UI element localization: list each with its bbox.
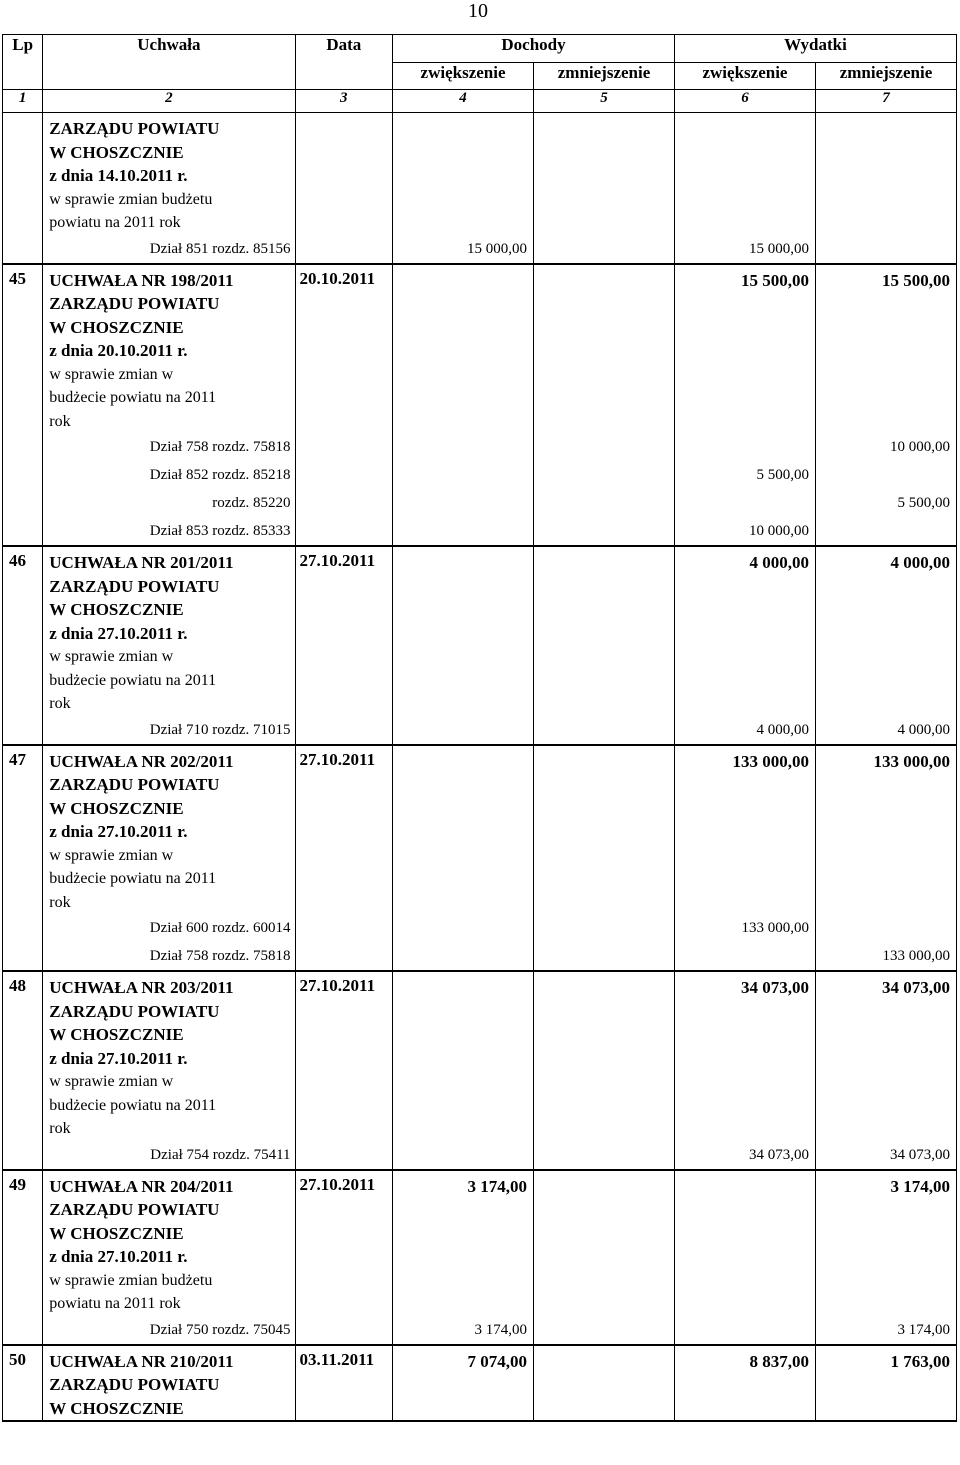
resolution-issuer: ZARZĄDU POWIATU: [49, 576, 220, 596]
amount-dochody-zwiekszenie: [393, 1170, 534, 1345]
row-lp: 46: [3, 546, 43, 745]
resolution-title: UCHWAŁA NR 204/2011: [49, 1176, 234, 1196]
table-row: [3, 745, 957, 972]
resolution-total: 8 837,00: [749, 1351, 809, 1371]
table-row: [3, 546, 957, 745]
resolution-issuer: W CHOSZCZNIE: [49, 1025, 184, 1044]
amount-wydatki-zmniejszenie: [815, 745, 956, 972]
amount-dochody-zmniejszenie: [534, 745, 675, 972]
table-row: [3, 1345, 957, 1422]
budget-section-label: Dział 758 rozdz. 75818: [149, 439, 291, 455]
resolution-issuer: ZARZĄDU POWIATU: [49, 775, 220, 794]
section-amount: [538, 235, 668, 263]
resolution-total: [679, 113, 809, 141]
resolution-total: [538, 547, 668, 575]
section-amount: 3 174,00: [897, 1321, 950, 1338]
section-amount: [538, 433, 668, 461]
budget-section-label: Dział 710 rozdz. 71015: [149, 721, 291, 738]
row-lp: 50: [3, 1345, 43, 1422]
resolution-issuer: ZARZĄDU POWIATU: [49, 1001, 220, 1021]
budget-section-label: Dział 851 rozdz. 85156: [149, 240, 291, 257]
resolution-title: UCHWAŁA NR 210/2011: [49, 1351, 234, 1371]
budget-section-label: rozdz. 85220: [212, 495, 291, 511]
resolution-issuer: z dnia 27.10.2011 r.: [49, 1048, 188, 1068]
section-amount: [679, 433, 809, 461]
col-number: 6: [675, 90, 816, 113]
resolution-subject: rok: [49, 412, 71, 430]
resolution-subject: budżecie powiatu na 2011: [49, 1096, 217, 1114]
header-uchwala: Uchwała: [43, 35, 295, 90]
section-amount: [820, 461, 950, 489]
resolution-total: [397, 113, 527, 141]
resolution-subject: w sprawie zmian w: [49, 1073, 174, 1090]
resolution-title: UCHWAŁA NR 198/2011: [49, 270, 234, 290]
section-amount: [397, 433, 527, 461]
amount-dochody-zmniejszenie: [534, 113, 675, 264]
budget-changes-table: [2, 34, 957, 1422]
section-amount: 10 000,00: [890, 439, 950, 455]
amount-wydatki-zmniejszenie: [815, 1345, 956, 1422]
resolution-issuer: z dnia 20.10.2011 r.: [49, 341, 188, 360]
resolution-subject: w sprawie zmian w: [49, 846, 174, 864]
resolution-subject: powiatu na 2011 rok: [49, 214, 181, 231]
resolution-description: [43, 264, 295, 547]
resolution-total: [397, 265, 527, 293]
resolution-title: UCHWAŁA NR 202/2011: [49, 751, 234, 771]
resolution-issuer: W CHOSZCZNIE: [49, 798, 184, 818]
amount-wydatki-zwiekszenie: [675, 1345, 816, 1422]
amount-dochody-zmniejszenie: [534, 1345, 675, 1422]
resolution-total: [820, 113, 950, 141]
section-amount: [820, 517, 950, 545]
section-amount: [679, 489, 809, 517]
amount-dochody-zmniejszenie: [534, 971, 675, 1170]
resolution-subject: rok: [49, 695, 71, 712]
section-amount: [397, 517, 527, 545]
resolution-subject: rok: [49, 893, 71, 911]
amount-wydatki-zwiekszenie: [675, 971, 816, 1170]
resolution-total: [538, 972, 668, 1000]
resolution-description: [43, 1345, 295, 1422]
col-number: 2: [43, 90, 295, 113]
resolution-total: [397, 972, 527, 1000]
amount-dochody-zwiekszenie: [393, 745, 534, 972]
resolution-date: 27.10.2011: [295, 745, 393, 972]
resolution-issuer: z dnia 14.10.2011 r.: [49, 166, 188, 185]
amount-dochody-zwiekszenie: [393, 1345, 534, 1422]
col-number: 3: [295, 90, 393, 113]
resolution-total: 133 000,00: [873, 751, 950, 771]
resolution-title: UCHWAŁA NR 203/2011: [49, 978, 234, 997]
section-amount: 5 500,00: [897, 495, 950, 511]
column-numbers-row: [3, 90, 957, 113]
resolution-total: [538, 113, 668, 141]
header-wydatki-zwiekszenie: zwiększenie: [675, 63, 816, 90]
resolution-issuer: z dnia 27.10.2011 r.: [49, 822, 188, 841]
section-amount: 4 000,00: [897, 721, 950, 738]
resolution-total: [397, 547, 527, 575]
resolution-date: 27.10.2011: [295, 971, 393, 1170]
col-number: 1: [3, 90, 43, 113]
amount-wydatki-zmniejszenie: [815, 264, 956, 547]
resolution-issuer: ZARZĄDU POWIATU: [49, 1375, 220, 1394]
resolution-total: 4 000,00: [749, 553, 809, 572]
resolution-issuer: z dnia 27.10.2011 r.: [49, 1247, 188, 1266]
section-amount: [538, 716, 668, 744]
amount-wydatki-zwiekszenie: [675, 264, 816, 547]
row-lp: 47: [3, 745, 43, 972]
section-amount: 133 000,00: [882, 948, 950, 964]
section-amount: [538, 914, 668, 942]
resolution-description: [43, 546, 295, 745]
resolution-total: 34 073,00: [882, 978, 950, 997]
section-amount: 133 000,00: [741, 920, 809, 936]
resolution-total: [538, 746, 668, 774]
section-amount: [397, 1141, 527, 1169]
table-row: [3, 971, 957, 1170]
resolution-subject: w sprawie zmian budżetu: [49, 190, 213, 208]
resolution-date: 27.10.2011: [295, 546, 393, 745]
resolution-total: 4 000,00: [890, 553, 950, 572]
col-number: 4: [393, 90, 534, 113]
resolution-date: 20.10.2011: [295, 264, 393, 547]
resolution-issuer: ZARZĄDU POWIATU: [49, 119, 220, 138]
budget-section-label: Dział 750 rozdz. 75045: [149, 1321, 291, 1338]
resolution-total: 133 000,00: [732, 751, 809, 771]
resolution-description: [43, 971, 295, 1170]
resolution-total: 7 074,00: [467, 1351, 528, 1371]
budget-section-label: Dział 853 rozdz. 85333: [149, 523, 291, 539]
section-amount: 3 174,00: [474, 1321, 528, 1338]
resolution-total: 3 174,00: [467, 1176, 528, 1196]
resolution-subject: budżecie powiatu na 2011: [49, 870, 217, 887]
resolution-subject: w sprawie zmian budżetu: [49, 1271, 213, 1289]
amount-dochody-zwiekszenie: [393, 546, 534, 745]
col-number: 5: [534, 90, 675, 113]
resolution-subject: w sprawie zmian w: [49, 365, 174, 383]
resolution-issuer: z dnia 27.10.2011 r.: [49, 623, 188, 643]
section-amount: 34 073,00: [890, 1146, 950, 1163]
header-dochody-zmniejszenie: zmniejszenie: [534, 63, 675, 90]
budget-section-label: Dział 600 rozdz. 60014: [149, 920, 291, 936]
page-number: 10: [468, 0, 488, 22]
resolution-total: [538, 265, 668, 293]
resolution-total: [538, 1171, 668, 1199]
amount-dochody-zmniejszenie: [534, 264, 675, 547]
resolution-subject: w sprawie zmian w: [49, 648, 174, 665]
section-amount: [820, 235, 950, 263]
header-dochody: Dochody: [393, 35, 675, 63]
resolution-subject: powiatu na 2011 rok: [49, 1295, 181, 1312]
resolution-title: UCHWAŁA NR 201/2011: [49, 553, 234, 572]
section-amount: 10 000,00: [748, 523, 809, 539]
amount-wydatki-zmniejszenie: [815, 1170, 956, 1345]
header-data: Data: [295, 35, 393, 90]
amount-dochody-zmniejszenie: [534, 1170, 675, 1345]
section-amount: 15 000,00: [748, 240, 809, 257]
row-lp: 48: [3, 971, 43, 1170]
budget-section-label: Dział 754 rozdz. 75411: [150, 1146, 291, 1163]
amount-dochody-zwiekszenie: [393, 971, 534, 1170]
amount-wydatki-zwiekszenie: [675, 113, 816, 264]
row-lp: 45: [3, 264, 43, 547]
budget-section-label: Dział 758 rozdz. 75818: [149, 948, 291, 964]
section-amount: [538, 461, 668, 489]
section-amount: [820, 914, 950, 942]
resolution-total: 1 763,00: [890, 1351, 950, 1371]
resolution-subject: budżecie powiatu na 2011: [49, 671, 217, 689]
section-amount: [538, 1141, 668, 1169]
section-amount: [397, 461, 527, 489]
amount-dochody-zmniejszenie: [534, 546, 675, 745]
resolution-description: [43, 745, 295, 972]
section-amount: [538, 517, 668, 545]
amount-wydatki-zwiekszenie: [675, 1170, 816, 1345]
amount-dochody-zwiekszenie: [393, 113, 534, 264]
section-amount: [679, 1316, 809, 1344]
section-amount: [679, 942, 809, 970]
section-amount: [538, 489, 668, 517]
resolution-total: [679, 1171, 809, 1199]
amount-wydatki-zwiekszenie: [675, 745, 816, 972]
resolution-date: 03.11.2011: [295, 1345, 393, 1422]
section-amount: [538, 1316, 668, 1344]
section-amount: 5 500,00: [756, 467, 809, 483]
amount-wydatki-zwiekszenie: [675, 546, 816, 745]
resolution-issuer: W CHOSZCZNIE: [49, 1398, 184, 1418]
table-row: [3, 264, 957, 547]
resolution-total: [397, 746, 527, 774]
resolution-issuer: W CHOSZCZNIE: [49, 600, 184, 619]
resolution-date: 27.10.2011: [295, 1170, 393, 1345]
header-lp: Lp: [3, 35, 43, 90]
section-amount: [397, 942, 527, 970]
section-amount: [397, 914, 527, 942]
resolution-total: [538, 1346, 668, 1374]
resolution-total: 34 073,00: [740, 978, 809, 997]
amount-wydatki-zmniejszenie: [815, 971, 956, 1170]
resolution-date: [295, 113, 393, 264]
resolution-issuer: W CHOSZCZNIE: [49, 142, 184, 162]
amount-dochody-zwiekszenie: [393, 264, 534, 547]
budget-section-label: Dział 852 rozdz. 85218: [149, 467, 291, 483]
header-wydatki-zmniejszenie: zmniejszenie: [815, 63, 956, 90]
header-dochody-zwiekszenie: zwiększenie: [393, 63, 534, 90]
resolution-total: 15 500,00: [882, 270, 950, 290]
resolution-description: [43, 1170, 295, 1345]
resolution-description: [43, 113, 295, 264]
resolution-total: 15 500,00: [740, 270, 809, 290]
col-number: 7: [815, 90, 956, 113]
amount-wydatki-zmniejszenie: [815, 113, 956, 264]
resolution-subject: rok: [49, 1120, 71, 1137]
resolution-issuer: W CHOSZCZNIE: [49, 317, 184, 337]
resolution-subject: budżecie powiatu na 2011: [49, 389, 217, 406]
section-amount: 4 000,00: [756, 721, 809, 738]
section-amount: 34 073,00: [748, 1146, 809, 1163]
resolution-issuer: W CHOSZCZNIE: [49, 1223, 184, 1243]
section-amount: [397, 489, 527, 517]
row-lp: [3, 113, 43, 264]
row-lp: 49: [3, 1170, 43, 1345]
resolution-total: 3 174,00: [890, 1176, 950, 1196]
table-row: [3, 1170, 957, 1345]
section-amount: [538, 942, 668, 970]
section-amount: [397, 716, 527, 744]
resolution-issuer: ZARZĄDU POWIATU: [49, 1200, 220, 1219]
table-row: [3, 113, 957, 264]
section-amount: 15 000,00: [467, 240, 528, 257]
amount-wydatki-zmniejszenie: [815, 546, 956, 745]
header-wydatki: Wydatki: [675, 35, 957, 63]
resolution-issuer: ZARZĄDU POWIATU: [49, 294, 220, 313]
